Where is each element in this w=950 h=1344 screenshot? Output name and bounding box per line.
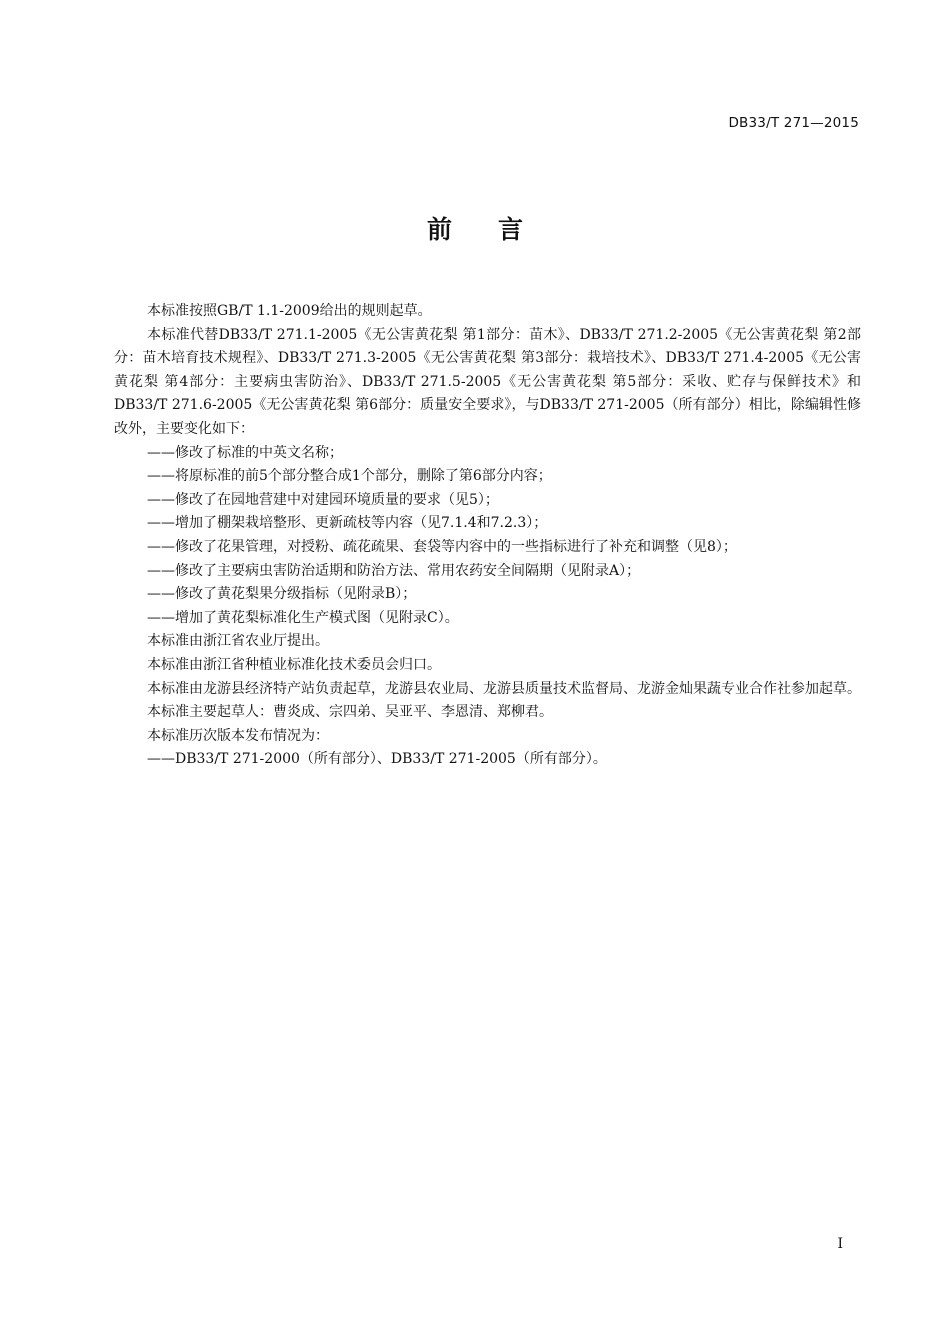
paragraph: 本标准主要起草人：曹炎成、宗四弟、吴亚平、李恩清、郑柳君。	[147, 704, 553, 721]
document-code: DB33/T 271—2015	[728, 115, 859, 131]
page-title: 前言	[426, 215, 569, 244]
change-item: ——将原标准的前5个部分整合成1个部分，删除了第6部分内容；	[147, 468, 552, 485]
paragraph: 本标准历次版本发布情况为：	[147, 727, 329, 744]
paragraph: 本标准由浙江省农业厅提出。	[147, 633, 329, 650]
paragraph: 本标准由浙江省种植业标准化技术委员会归口。	[147, 656, 441, 673]
paragraph: 本标准按照GB/T 1.1-2009给出的规则起草。	[147, 303, 432, 319]
foreword-body	[114, 300, 861, 772]
paragraph: 本标准代替DB33/T 271.1-2005《无公害黄花梨 第1部分：苗木》、DB33/T 271.2-2005《无公害黄花梨 第2部分：苗木培育技术规程》、DB33/T 271.3-2005《无公害黄花梨 第3部分：栽培技术》、DB33/T 271.4-2005《无公害黄花梨 第4部分：主要病虫害防治》、DB33/T 271.5-2005《无公害黄花梨 第5部分：采收、贮存与保鲜技术》和DB33/T 271.6-2005《无公害黄花梨 第6部分：质量安全要求》，与DB33/T 271-2005（所有部分）相比，除编辑性修改外，主要变化如下：	[114, 326, 861, 437]
change-item: ——修改了在园地营建中对建园环境质量的要求（见5）；	[147, 491, 499, 508]
change-item: ——修改了标准的中英文名称；	[147, 444, 343, 461]
change-item: ——修改了主要病虫害防治适期和防治方法、常用农药安全间隔期（见附录A）；	[147, 562, 641, 579]
paragraph: 本标准由龙游县经济特产站负责起草，龙游县农业局、龙游县质量技术监督局、龙游金灿果蔬专业合作社参加起草。	[147, 680, 861, 697]
change-item: ——修改了黄花梨果分级指标（见附录B）；	[147, 586, 417, 603]
change-item: ——修改了花果管理，对授粉、疏花疏果、套袋等内容中的一些指标进行了补充和调整（见8）；	[147, 538, 737, 555]
change-item: ——增加了黄花梨标准化生产模式图（见附录C）。	[147, 609, 459, 626]
version-item: ——DB33/T 271-2000（所有部分）、DB33/T 271-2005（所有部分）。	[147, 751, 607, 768]
change-item: ——增加了棚架栽培整形、更新疏枝等内容（见7.1.4和7.2.3）；	[147, 515, 548, 532]
page-number: I	[837, 1236, 843, 1252]
